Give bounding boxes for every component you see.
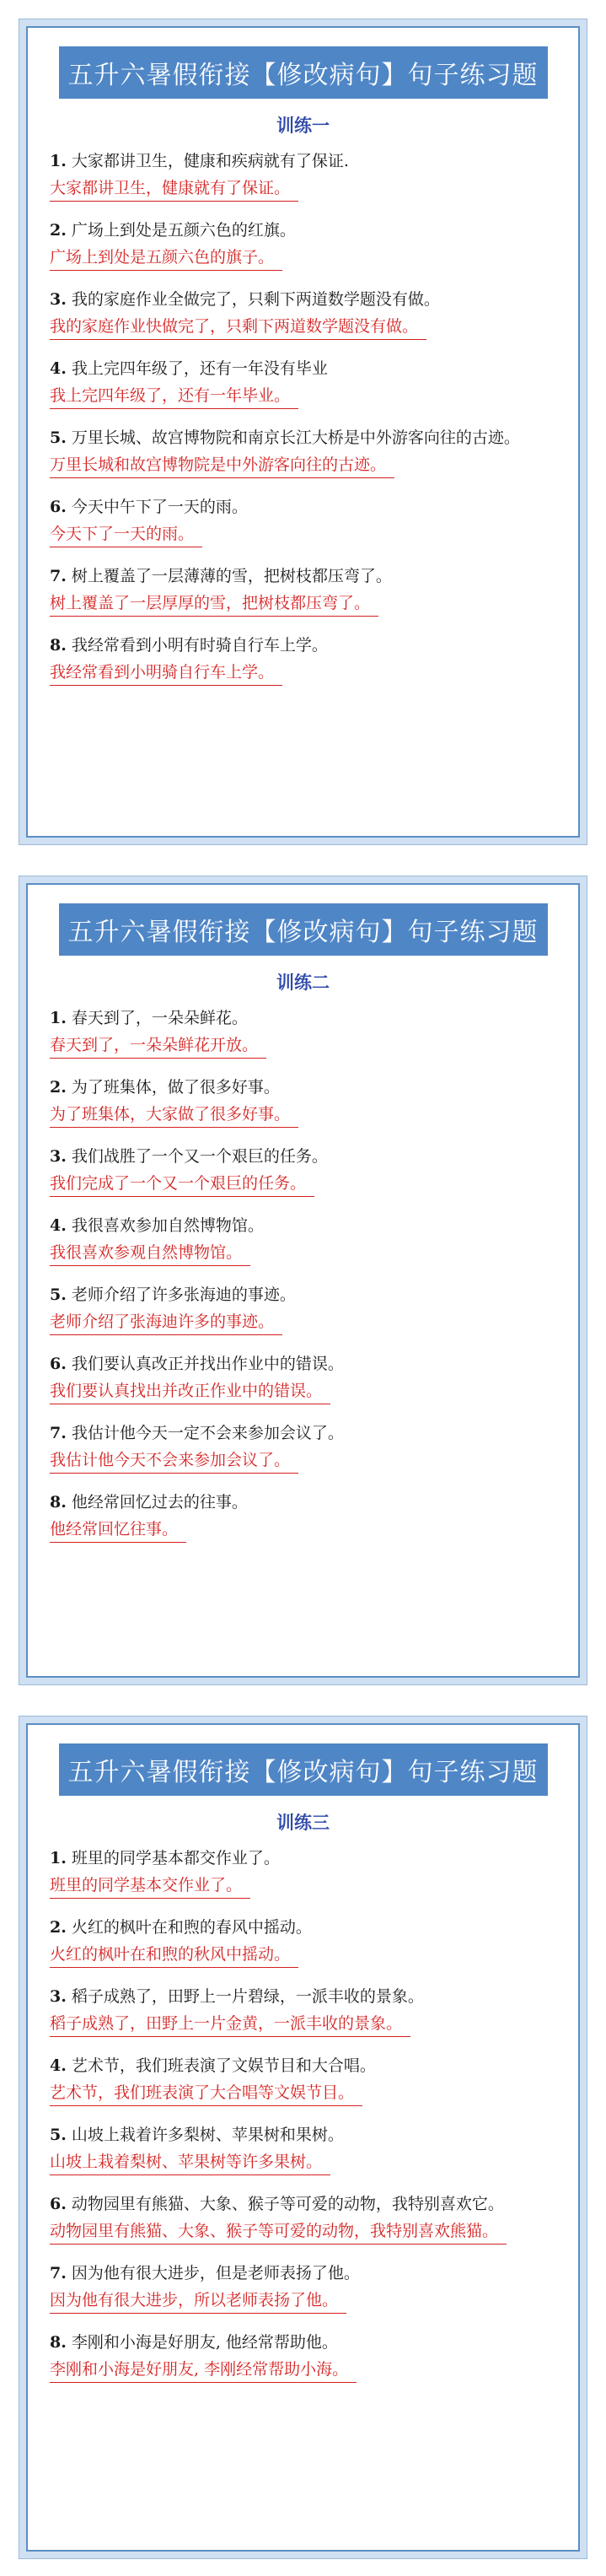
- question: [50, 355, 556, 383]
- question-number: 5.: [50, 1285, 67, 1304]
- question: [50, 217, 556, 245]
- answer: 今天下了一天的雨。: [50, 521, 202, 547]
- question: [50, 1350, 556, 1378]
- question: [50, 1143, 556, 1171]
- question: [50, 2260, 556, 2288]
- question: [50, 563, 556, 590]
- answer: 老师介绍了张海迪许多的事迹。: [50, 1309, 282, 1335]
- question-text: 我估计他今天一定不会来参加会议了。: [71, 1424, 344, 1442]
- question-number: 4.: [50, 2056, 67, 2075]
- exercise-item: [50, 217, 556, 271]
- question: [50, 2121, 556, 2149]
- question: [50, 1983, 556, 2011]
- answer: 我很喜欢参观自然博物馆。: [50, 1240, 250, 1266]
- question: [50, 286, 556, 314]
- exercise-item: [50, 632, 556, 686]
- answer: 春天到了，一朵朵鲜花开放。: [50, 1032, 266, 1059]
- answer: 因为他有很大进步，所以老师表扬了他。: [50, 2288, 346, 2314]
- section-subtitle: 训练二: [276, 973, 330, 993]
- question: [50, 148, 556, 175]
- exercise-item: [50, 2191, 556, 2245]
- question-text: 我们战胜了一个又一个艰巨的任务。: [71, 1147, 328, 1166]
- exercise-item: [50, 2121, 556, 2175]
- question: [50, 1212, 556, 1240]
- question: [50, 2191, 556, 2218]
- exercise-item: [50, 2260, 556, 2314]
- question-text: 他经常回忆过去的往事。: [71, 1493, 248, 1512]
- exercise-card-2: [19, 876, 587, 1685]
- question-number: 4.: [50, 359, 67, 378]
- exercise-item: [50, 2329, 556, 2383]
- question-number: 8.: [50, 636, 67, 655]
- section-subtitle: 训练一: [276, 116, 330, 136]
- question: [50, 1281, 556, 1309]
- exercise-item: [50, 1074, 556, 1128]
- answer: 动物园里有熊猫、大象、猴子等可爱的动物，我特别喜欢熊猫。: [50, 2218, 507, 2245]
- card-inner: [26, 26, 580, 838]
- exercise-item: [50, 1489, 556, 1543]
- question: [50, 1074, 556, 1102]
- question-text: 今天中午下了一天的雨。: [71, 498, 248, 516]
- question-text: 大家都讲卫生，健康和疾病就有了保证.: [71, 152, 349, 170]
- question-text: 班里的同学基本都交作业了。: [71, 1849, 280, 1867]
- question-number: 2.: [50, 221, 67, 240]
- exercise-item: [50, 148, 556, 202]
- answer: 为了班集体，大家做了很多好事。: [50, 1102, 298, 1128]
- answer: 我经常看到小明骑自行车上学。: [50, 660, 282, 686]
- question-text: 我很喜欢参加自然博物馆。: [71, 1216, 264, 1235]
- answer: 班里的同学基本交作业了。: [50, 1873, 250, 1899]
- answer: 树上覆盖了一层厚厚的雪，把树枝都压弯了。: [50, 590, 378, 617]
- question-number: 8.: [50, 1493, 67, 1512]
- question: [50, 2052, 556, 2080]
- question: [50, 1845, 556, 1873]
- question-text: 广场上到处是五颜六色的红旗。: [71, 221, 296, 240]
- answer: 我上完四年级了，还有一年毕业。: [50, 383, 298, 409]
- card-title: 五升六暑假衔接【修改病句】句子练习题: [59, 903, 548, 956]
- question: [50, 493, 556, 521]
- question-text: 我上完四年级了，还有一年没有毕业: [71, 359, 328, 378]
- question: [50, 1489, 556, 1517]
- question-text: 为了班集体，做了很多好事。: [71, 1078, 280, 1097]
- exercise-card-1: [19, 19, 587, 845]
- question: [50, 1914, 556, 1942]
- exercise-item: [50, 563, 556, 617]
- exercise-item: [50, 1983, 556, 2037]
- exercise-item: [50, 355, 556, 409]
- exercise-item: [50, 1005, 556, 1059]
- answer: 他经常回忆往事。: [50, 1517, 186, 1543]
- answer: 广场上到处是五颜六色的旗子。: [50, 245, 282, 271]
- question-text: 老师介绍了许多张海迪的事迹。: [71, 1285, 296, 1304]
- exercise-item: [50, 1143, 556, 1197]
- question-text: 稻子成熟了，田野上一片碧绿，一派丰收的景象。: [71, 1987, 424, 2006]
- exercise-item: [50, 424, 556, 478]
- exercise-item: [50, 1281, 556, 1335]
- answer: 李刚和小海是好朋友, 李刚经常帮助小海。: [50, 2357, 357, 2383]
- answer: 我的家庭作业快做完了，只剩下两道数学题没有做。: [50, 314, 426, 340]
- question-text: 艺术节，我们班表演了文娱节目和大合唱。: [71, 2056, 376, 2075]
- question: [50, 1005, 556, 1032]
- exercise-card-3: [19, 1716, 587, 2559]
- section-subtitle: 训练三: [276, 1813, 330, 1833]
- question-text: 万里长城、故宫博物院和南京长江大桥是中外游客向往的古迹。: [71, 428, 520, 447]
- question-number: 2.: [50, 1918, 67, 1937]
- answer: 我估计他今天不会来参加会议了。: [50, 1447, 298, 1474]
- exercise-item: [50, 1914, 556, 1968]
- question-number: 7.: [50, 567, 67, 585]
- question: [50, 424, 556, 452]
- question-number: 5.: [50, 2126, 67, 2144]
- question-text: 动物园里有熊猫、大象、猴子等可爱的动物，我特别喜欢它。: [71, 2195, 504, 2213]
- question-number: 6.: [50, 1355, 67, 1373]
- exercise-item: [50, 1212, 556, 1266]
- question-text: 树上覆盖了一层薄薄的雪，把树枝都压弯了。: [71, 567, 392, 585]
- answer: 艺术节，我们班表演了大合唱等文娱节目。: [50, 2080, 362, 2106]
- exercise-item: [50, 286, 556, 340]
- card-inner: [26, 1723, 580, 2552]
- exercise-item: [50, 1350, 556, 1404]
- question-number: 6.: [50, 2195, 67, 2213]
- question: [50, 2329, 556, 2357]
- question-text: 我经常看到小明有时骑自行车上学。: [71, 636, 328, 655]
- answer: 我们要认真找出并改正作业中的错误。: [50, 1378, 330, 1404]
- question: [50, 632, 556, 660]
- exercise-item: [50, 1845, 556, 1899]
- question-text: 因为他有很大进步，但是老师表扬了他。: [71, 2264, 360, 2282]
- question-number: 2.: [50, 1078, 67, 1097]
- answer: 万里长城和故宫博物院是中外游客向往的古迹。: [50, 452, 394, 478]
- question: [50, 1420, 556, 1447]
- question-number: 8.: [50, 2333, 67, 2352]
- question-number: 6.: [50, 498, 67, 516]
- question-number: 3.: [50, 290, 67, 309]
- exercise-item: [50, 493, 556, 547]
- question-text: 火红的枫叶在和煦的春风中摇动。: [71, 1918, 312, 1937]
- answer: 大家都讲卫生，健康就有了保证。: [50, 175, 298, 202]
- answer: 我们完成了一个又一个艰巨的任务。: [50, 1171, 314, 1197]
- question-number: 5.: [50, 428, 67, 447]
- card-title: 五升六暑假衔接【修改病句】句子练习题: [59, 1743, 548, 1796]
- question-number: 1.: [50, 1849, 67, 1867]
- question-text: 春天到了，一朵朵鲜花。: [71, 1009, 248, 1027]
- card-title: 五升六暑假衔接【修改病句】句子练习题: [59, 46, 548, 99]
- answer: 火红的枫叶在和煦的秋风中摇动。: [50, 1942, 298, 1968]
- question-text: 山坡上栽着许多梨树、苹果树和果树。: [71, 2126, 344, 2144]
- card-inner: [26, 883, 580, 1678]
- question-text: 李刚和小海是好朋友, 他经常帮助他。: [71, 2333, 338, 2352]
- answer: 山坡上栽着梨树、苹果树等许多果树。: [50, 2149, 330, 2175]
- question-number: 3.: [50, 1147, 67, 1166]
- exercise-item: [50, 2052, 556, 2106]
- exercise-item: [50, 1420, 556, 1474]
- question-text: 我们要认真改正并找出作业中的错误。: [71, 1355, 344, 1373]
- question-number: 4.: [50, 1216, 67, 1235]
- question-number: 7.: [50, 1424, 67, 1442]
- answer: 稻子成熟了，田野上一片金黄，一派丰收的景象。: [50, 2011, 410, 2037]
- question-number: 1.: [50, 152, 67, 170]
- question-number: 3.: [50, 1987, 67, 2006]
- question-number: 7.: [50, 2264, 67, 2282]
- question-text: 我的家庭作业全做完了，只剩下两道数学题没有做。: [71, 290, 440, 309]
- question-number: 1.: [50, 1009, 67, 1027]
